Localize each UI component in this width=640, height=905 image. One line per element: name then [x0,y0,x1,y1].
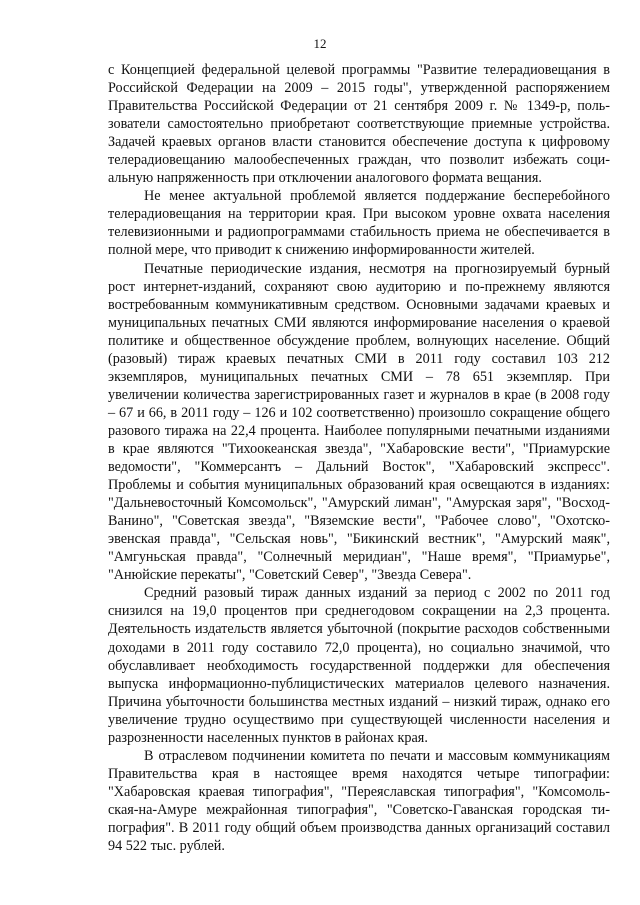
document-body [108,61,610,855]
paragraph-broadcast-stability: Не менее актуальной проблемой является поддержание бесперебойного телерадиовещания на территории края. При высоком уровне охвата населения телевизионными и радиопрограммами стабильность приема не обеспечивается в полной мере, что приводит к снижению информированности жителей. [108,188,610,259]
paragraph-digital-broadcasting: с Концепцией федеральной целевой программы "Развитие телерадиовещания в Российской Федерации на 2009 – 2015 годы", утвержденной распоряжением Правительства Российской Федерации от 21 сентября 2009 г. № 1349-р, пользователи самостоятельно приобретают соответствующие приемные устройства. Задачей краевых органов власти становится обеспечение доступа к цифровому телерадиовещанию малообеспеченных граждан, что позволит избежать социальную напряженность при отключении аналогового формата вещания. [108,62,610,187]
paragraph-printing-houses: В отраслевом подчинении комитета по печати и массовым коммуникациям Правительства края в настоящее время находятся четыре типографии: "Хабаровская краевая типография", "Переяславская типография", "Комсомольская-на-Амуре межрайонная типография", "Советско-Гаванская городская типография". В 2011 году общий объем производства данных организаций составил 94 522 тыс. рублей. [108,747,610,855]
page-number: 12 [313,36,327,51]
paragraph-circulation-decline: Средний разовый тираж данных изданий за период с 2002 по 2011 год снизился на 19,0 процентов при среднегодовом сокращении на 2,3 процента. Деятельность издательств является убыточной (покрытие расходов собственными доходами в 2011 году составило 72,0 процента), но социально значимой, что обуславливает необходимость государственной поддержки для обеспечения выпуска информационно-публицистических материалов целевого назначения. Причина убыточности большинства местных изданий – низкий тираж, однако его увеличение трудно осуществимо при существующей численности населения и разрозненности населенных пунктов в районах края. [108,585,610,746]
paragraph-print-media: Печатные периодические издания, несмотря на прогнозируемый бурный рост интернет-изданий, сохраняют свою аудиторию и по-прежнему являются востребованным коммуникативным средством. Основными задачами краевых и муниципальных печатных СМИ являются информирование населения о краевой политике и общественное обсуждение проблем, волнующих население. Общий (разовый) тираж краевых печатных СМИ в 2011 году составил 103 212 экземпляров, муниципальных печатных СМИ – 78 651 экземпляр. При увеличении количества зарегистрированных газет и журналов в крае (в 2008 году – 67 и 66, в 2011 году – 126 и 102 соответственно) произошло сокращение общего разового тиража на 22,4 процента. Наиболее популярными печатными изданиями в крае являются "Тихоокеанская звезда", "Хабаровские вести", "Приамурские ведомости", "Коммерсантъ – Дальний Восток", "Хабаровский экспресс". Проблемы и события муниципальных образований края освещаются в изданиях: "Дальневосточный Комсомольск", "Амурский лиман", "Амурская заря", "Восход-Ванино", "Советская звезда", "Вяземские вести", "Рабочее слово", "Охотско-эвенская правда", "Сельская новь", "Бикинский вестник", "Амурский маяк", "Амгуньская правда", "Солнечный меридиан", "Наше время", "Приамурье", "Анюйские перекаты", "Советский Север", "Звезда Севера". [108,260,610,584]
